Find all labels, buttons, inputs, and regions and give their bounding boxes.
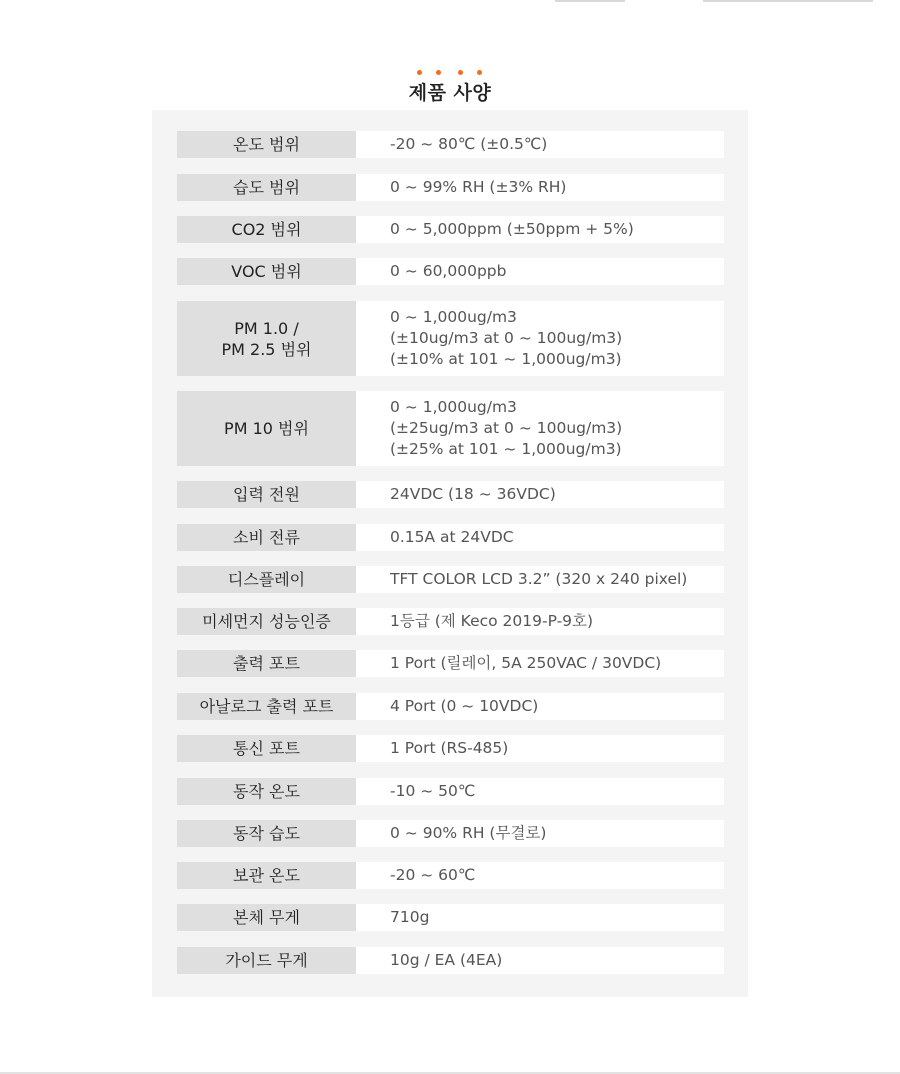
spec-label: 본체 무게: [177, 904, 356, 931]
spec-row-operating-temperature: [177, 778, 724, 805]
page-title: 제품 사양: [408, 82, 492, 104]
spec-value: 0 ~ 1,000ug/m3 (±10ug/m3 at 0 ~ 100ug/m3) (±10% at 101 ~ 1,000ug/m3): [356, 301, 724, 376]
spec-row-analog-output-port: [177, 693, 724, 720]
spec-row-body-weight: [177, 904, 724, 931]
spec-value: 1 Port (RS-485): [356, 735, 724, 762]
spec-label: PM 1.0 / PM 2.5 범위: [177, 301, 356, 376]
spec-value: 4 Port (0 ~ 10VDC): [356, 693, 724, 720]
spec-value: 710g: [356, 904, 724, 931]
spec-value: 24VDC (18 ~ 36VDC): [356, 481, 724, 508]
spec-value: 0 ~ 99% RH (±3% RH): [356, 174, 724, 201]
spec-value: 0 ~ 5,000ppm (±50ppm + 5%): [356, 216, 724, 243]
spec-label: 동작 온도: [177, 778, 356, 805]
spec-row-pm10-range: [177, 391, 724, 466]
spec-value: 0 ~ 60,000ppb: [356, 258, 724, 285]
spec-row-display: [177, 566, 724, 593]
top-divider-right: [703, 0, 873, 2]
emphasis-dot: [477, 70, 482, 75]
spec-value: 1등급 (제 Keco 2019-P-9호): [356, 608, 724, 635]
spec-row-voc-range: [177, 258, 724, 285]
spec-value: TFT COLOR LCD 3.2” (320 x 240 pixel): [356, 566, 724, 593]
spec-label: 보관 온도: [177, 862, 356, 889]
spec-label: 미세먼지 성능인증: [177, 608, 356, 635]
spec-label: 습도 범위: [177, 174, 356, 201]
emphasis-dot: [436, 70, 441, 75]
spec-value: 10g / EA (4EA): [356, 947, 724, 974]
emphasis-dot: [458, 70, 463, 75]
spec-row-pm1-pm25-range: [177, 301, 724, 376]
spec-label: 가이드 무게: [177, 947, 356, 974]
spec-label: VOC 범위: [177, 258, 356, 285]
spec-label: 아날로그 출력 포트: [177, 693, 356, 720]
spec-row-temperature-range: [177, 131, 724, 158]
spec-row-humidity-range: [177, 174, 724, 201]
emphasis-dots: [0, 70, 900, 76]
spec-row-guide-weight: [177, 947, 724, 974]
spec-row-input-power: [177, 481, 724, 508]
spec-value: -20 ~ 60℃: [356, 862, 724, 889]
spec-value: 0.15A at 24VDC: [356, 524, 724, 551]
spec-value: 0 ~ 90% RH (무결로): [356, 820, 724, 847]
spec-row-storage-temperature: [177, 862, 724, 889]
spec-row-communication-port: [177, 735, 724, 762]
spec-label: 출력 포트: [177, 650, 356, 677]
spec-value: -10 ~ 50℃: [356, 778, 724, 805]
spec-label: CO2 범위: [177, 216, 356, 243]
spec-label: 입력 전원: [177, 481, 356, 508]
spec-row-dust-certification: [177, 608, 724, 635]
spec-label: 동작 습도: [177, 820, 356, 847]
spec-value: 1 Port (릴레이, 5A 250VAC / 30VDC): [356, 650, 724, 677]
spec-row-current-consumption: [177, 524, 724, 551]
spec-label: 온도 범위: [177, 131, 356, 158]
spec-value: -20 ~ 80℃ (±0.5℃): [356, 131, 724, 158]
spec-row-operating-humidity: [177, 820, 724, 847]
emphasis-dot: [417, 70, 422, 75]
spec-label: 통신 포트: [177, 735, 356, 762]
top-divider-left: [555, 0, 625, 2]
spec-label: PM 10 범위: [177, 391, 356, 466]
spec-row-co2-range: [177, 216, 724, 243]
spec-value: 0 ~ 1,000ug/m3 (±25ug/m3 at 0 ~ 100ug/m3) (±25% at 101 ~ 1,000ug/m3): [356, 391, 724, 466]
spec-label: 디스플레이: [177, 566, 356, 593]
spec-row-output-port: [177, 650, 724, 677]
spec-label: 소비 전류: [177, 524, 356, 551]
